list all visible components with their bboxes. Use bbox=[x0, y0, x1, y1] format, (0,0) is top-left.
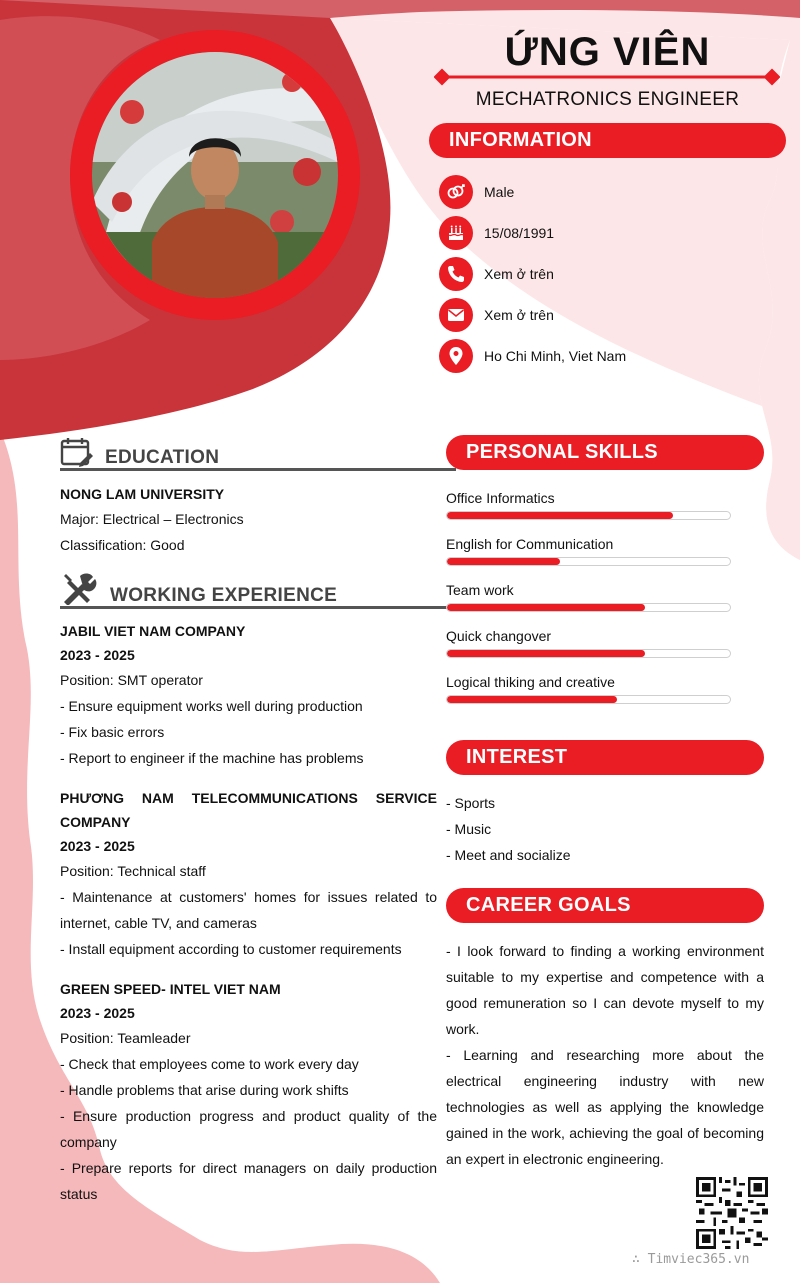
skill-bar bbox=[446, 603, 731, 612]
info-phone-text: Xem ở trên bbox=[484, 266, 554, 282]
skill-bar-fill bbox=[447, 558, 560, 565]
education-school: NONG LAM UNIVERSITY bbox=[60, 486, 225, 502]
skill-bar bbox=[446, 557, 731, 566]
experience-job-3 bbox=[60, 977, 437, 1207]
job-duty: - Handle problems that arise during work shifts bbox=[60, 1082, 349, 1098]
job-duty: - Check that employees come to work every day bbox=[60, 1056, 359, 1072]
info-phone bbox=[439, 257, 779, 291]
job-company: GREEN SPEED- INTEL VIET NAM bbox=[60, 981, 281, 997]
info-email bbox=[439, 298, 779, 332]
information-heading: INFORMATION bbox=[429, 123, 786, 158]
title-divider bbox=[434, 68, 780, 86]
info-birthday bbox=[439, 216, 779, 250]
skill-label: Logical thiking and creative bbox=[446, 674, 615, 690]
interest-list bbox=[446, 790, 571, 868]
calendar-edit-icon bbox=[60, 436, 94, 468]
info-gender-text: Male bbox=[484, 184, 515, 200]
skill-bar-fill bbox=[447, 696, 617, 703]
job-position: Position: SMT operator bbox=[60, 672, 203, 688]
skill-item bbox=[446, 628, 731, 658]
skill-bar bbox=[446, 511, 731, 520]
education-heading: EDUCATION bbox=[105, 447, 220, 468]
career-goals-heading: CAREER GOALS bbox=[446, 888, 764, 923]
skill-bar-fill bbox=[447, 604, 645, 611]
info-location bbox=[439, 339, 779, 373]
interest-item: - Sports bbox=[446, 795, 496, 811]
info-gender bbox=[439, 175, 779, 209]
birthday-cake-icon bbox=[439, 216, 473, 250]
education-major: Major: Electrical – Electronics bbox=[60, 511, 244, 527]
info-email-text: Xem ở trên bbox=[484, 307, 554, 323]
job-company: JABIL VIET NAM COMPANY bbox=[60, 623, 246, 639]
education-divider bbox=[60, 468, 456, 471]
skill-bar-fill bbox=[447, 650, 645, 657]
candidate-name: ỨNG VIÊN bbox=[504, 30, 711, 74]
skill-item bbox=[446, 490, 731, 520]
experience-divider bbox=[60, 606, 456, 609]
avatar bbox=[92, 52, 338, 298]
gender-icon bbox=[439, 175, 473, 209]
job-period: 2023 - 2025 bbox=[60, 647, 135, 663]
watermark: ∴ Timviec365.vn bbox=[632, 1252, 750, 1267]
info-birthday-text: 15/08/1991 bbox=[484, 225, 555, 241]
email-icon bbox=[439, 298, 473, 332]
experience-heading: WORKING EXPERIENCE bbox=[110, 585, 338, 606]
job-duty: - Ensure equipment works well during production bbox=[60, 698, 363, 714]
job-position: Position: Teamleader bbox=[60, 1030, 191, 1046]
skill-bar bbox=[446, 695, 731, 704]
job-position: Position: Technical staff bbox=[60, 863, 206, 879]
job-duty: - Maintenance at customers' homes for issues related to internet, cable TV, and cameras bbox=[60, 889, 437, 931]
qr-code-icon bbox=[696, 1177, 768, 1249]
skill-bar bbox=[446, 649, 731, 658]
skill-item bbox=[446, 582, 731, 612]
skill-bar-fill bbox=[447, 512, 673, 519]
skill-label: English for Communication bbox=[446, 536, 614, 552]
skill-label: Team work bbox=[446, 582, 514, 598]
skill-label: Office Informatics bbox=[446, 490, 555, 506]
location-pin-icon bbox=[439, 339, 473, 373]
job-period: 2023 - 2025 bbox=[60, 838, 135, 854]
tools-icon bbox=[60, 572, 98, 605]
job-duty: - Fix basic errors bbox=[60, 724, 165, 740]
job-duty: - Prepare reports for direct managers on daily production status bbox=[60, 1160, 437, 1202]
career-goal-paragraph: - I look forward to finding a working environment suitable to my expertise and competence with a good remuneration so I can devote myself to my work. bbox=[446, 943, 764, 1037]
info-location-text: Ho Chi Minh, Viet Nam bbox=[484, 348, 627, 364]
job-company: PHƯƠNG NAM TELECOMMUNICATIONS SERVICE COMPANY bbox=[60, 790, 437, 830]
job-period: 2023 - 2025 bbox=[60, 1005, 135, 1021]
experience-job-2 bbox=[60, 786, 437, 962]
job-title: MECHATRONICS ENGINEER bbox=[475, 89, 740, 110]
career-goals-text bbox=[446, 938, 764, 1172]
career-goal-paragraph: - Learning and researching more about the electrical engineering industry with new technologies as well as applying the knowledge gained in the work, achieving the goal of becoming an expert in electronic engineering. bbox=[446, 1047, 764, 1167]
skill-label: Quick changover bbox=[446, 628, 552, 644]
job-duty: - Ensure production progress and product quality of the company bbox=[60, 1108, 437, 1150]
job-duty: - Report to engineer if the machine has problems bbox=[60, 750, 364, 766]
skill-item bbox=[446, 536, 731, 566]
education-classification: Classification: Good bbox=[60, 537, 185, 553]
interest-item: - Music bbox=[446, 821, 492, 837]
experience-job-1 bbox=[60, 619, 437, 771]
phone-icon bbox=[439, 257, 473, 291]
skill-item bbox=[446, 674, 731, 704]
job-duty: - Install equipment according to customer requirements bbox=[60, 941, 402, 957]
interest-item: - Meet and socialize bbox=[446, 847, 571, 863]
skills-heading: PERSONAL SKILLS bbox=[446, 435, 764, 470]
interest-heading: INTEREST bbox=[446, 740, 764, 775]
